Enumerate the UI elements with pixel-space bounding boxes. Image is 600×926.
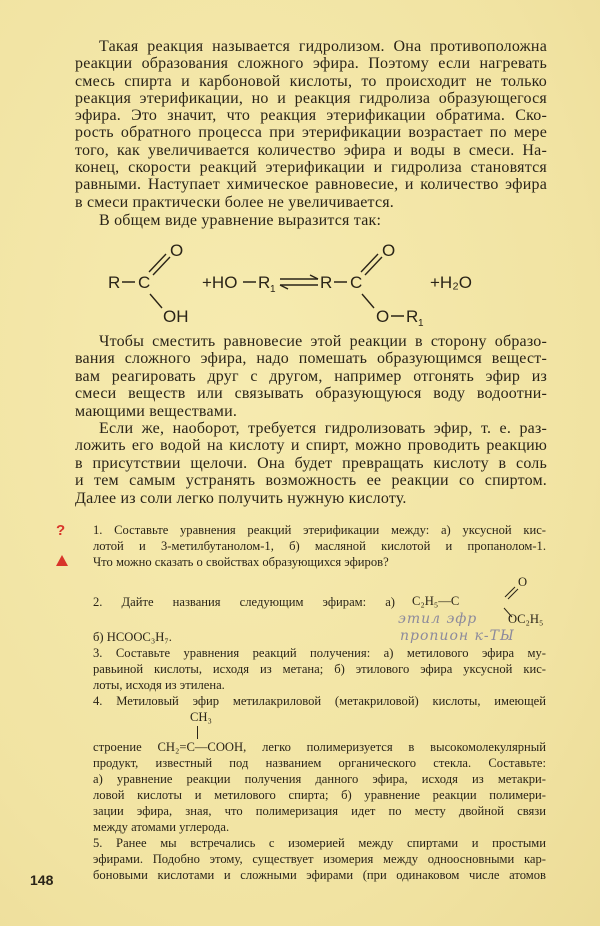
question-4 [93,739,546,835]
text-line: а) уравнение реакции получения данного эфира, исходя из метакри- [93,772,546,786]
question-4-intro [93,693,546,709]
text-line: 1. Составьте уравнения реакций этерификации между: а) уксусной кис- [93,523,546,537]
eq-plus-water: +H₂O [430,273,473,292]
text-line: лоты, исходя из этилена. [93,678,225,692]
question-marker: ? [56,522,66,539]
text-line: 3. Составьте уравнения реакций получения: а) метилового эфира му- [93,646,546,660]
eq-c: C [138,273,151,292]
text-line: рость обратного процесса при этерификации возрастает по мере [75,124,547,142]
text-line: в смеси практически более не увеличивается. [75,193,395,211]
text-line: В общем виде уравнение выразится так: [99,212,382,229]
text-line: строение CH₂=C—COOH, легко полимеризуется в высокомолекулярный [93,740,546,754]
text-line: равными. Наступает химическое равновесие, и количество эфира [75,176,547,194]
formula-left: C₂H₅—C [412,594,460,608]
text-line: вам реагировать друг с другом, например отгонять эфир из [75,367,547,385]
question-2 [93,594,395,610]
eq-plus-ho: +HO [202,273,238,292]
text-line: в присутствии щелочи. Она будет превращать кислоту в соль [75,454,547,472]
eq-r: R [108,273,121,292]
formula-ethyl-propionate [412,594,459,609]
text-line: лотой и 3-метилбутанолом-1, б) масляной кислотой и пропанолом-1. [93,539,546,553]
handwritten-note-line-2: пропион к-ТЫ [400,628,515,644]
esterification-equation [100,232,500,327]
question-2-text: 2. Дайте названия следующим эфирам: а) [93,595,395,609]
text-line: реакция этерификации, но и реакция гидролиза образующегося [75,89,547,107]
eq-product-r1: R [406,307,419,326]
text-line: смеси веществ или связывать образующуюся воду водоотни- [75,385,547,403]
formula-vertical-bond [197,726,198,739]
text-line: ложить его водой на кислоту и спирт, можно проводить реакцию [75,437,547,455]
text-line: вания сложного эфира, надо помешать образующимся вещест- [75,350,547,368]
formula-oc2h5: OC₂H₅ [508,612,544,626]
question-2b [93,629,243,645]
eq-oh: OH [163,307,189,326]
formula-ch3: CH₃ [190,710,212,724]
text-line: зации эфира, зная, что полимеризация идет по месту двойной связи [93,804,546,818]
text-line: продукт, известный под названием органического стекла. Составьте: [93,756,546,770]
question-5 [93,835,546,883]
eq-o: O [170,241,184,260]
paragraph-hydrolysis-alkali [75,420,547,507]
text-line: 5. Ранее мы встречались с изомерией между спиртами и простыми [93,836,546,850]
text-line: и тем самым устранять возможность ее реакции со спиртом. [75,472,547,490]
paragraph-hydrolysis [75,38,547,211]
text-line: боновыми кислотами и сложными эфирами (при одинаковом числе атомов [93,868,546,882]
formula-o: O [518,575,528,589]
text-line: эфирами. Подобно этому, существует изомерия между одноосновными кар- [93,852,546,866]
page-number: 148 [30,872,54,888]
eq-product-o: O [382,241,396,260]
eq-r1: R [258,273,271,292]
text-line: Далее из соли легко получить нужную кислоту. [75,489,407,507]
paragraph-general-equation-intro [75,212,547,229]
text-line: равьиной кислоты, исходя из метана; б) этилового эфира уксусной кис- [93,662,546,676]
text-line: Что можно сказать о свойствах образующихся эфиров? [93,555,389,569]
question-4-first-line: 4. Метиловый эфир метилакриловой (метакриловой) кислоты, имеющей [93,694,546,708]
warning-triangle-icon [56,555,68,566]
text-line: ловой кислоты и метилового спирта; б) уравнение реакции полимери- [93,788,546,802]
eq-product-r: R [320,273,333,292]
question-1 [93,522,546,570]
text-line: конец, скорости реакций этерификации и гидролиза становятся [75,159,547,177]
eq-r1-sub: 1 [270,284,276,295]
text-line: Если же, наоборот, требуется гидролизовать эфир, т. е. раз- [99,420,547,437]
text-line: мающими веществами. [75,402,238,420]
text-line: Чтобы сместить равновесие этой реакции в сторону образо- [99,333,547,350]
text-line: того, как увеличивается количество эфира и воды в смеси. На- [75,141,547,159]
text-line: реакции образования сложного эфира. Поэтому если нагревать [75,55,547,73]
text-line: смесь спирта и карбоновой кислоты, то происходит не только [75,72,547,90]
eq-product-o-r: O [376,307,390,326]
text-line: Такая реакция называется гидролизом. Она противоположна [99,38,547,55]
text-line: между атомами углерода. [93,820,230,834]
eq-product-c: C [350,273,363,292]
eq-product-r1-sub: 1 [418,318,424,327]
handwritten-note-line-1: этил эфр [398,611,478,627]
question-2b-text: б) HCOOC₃H₇. [93,630,172,644]
paragraph-shift-equilibrium [75,333,547,420]
question-3 [93,645,546,693]
text-line: эфира. Это значит, что реакция этерификации обратима. Ско- [75,107,547,125]
